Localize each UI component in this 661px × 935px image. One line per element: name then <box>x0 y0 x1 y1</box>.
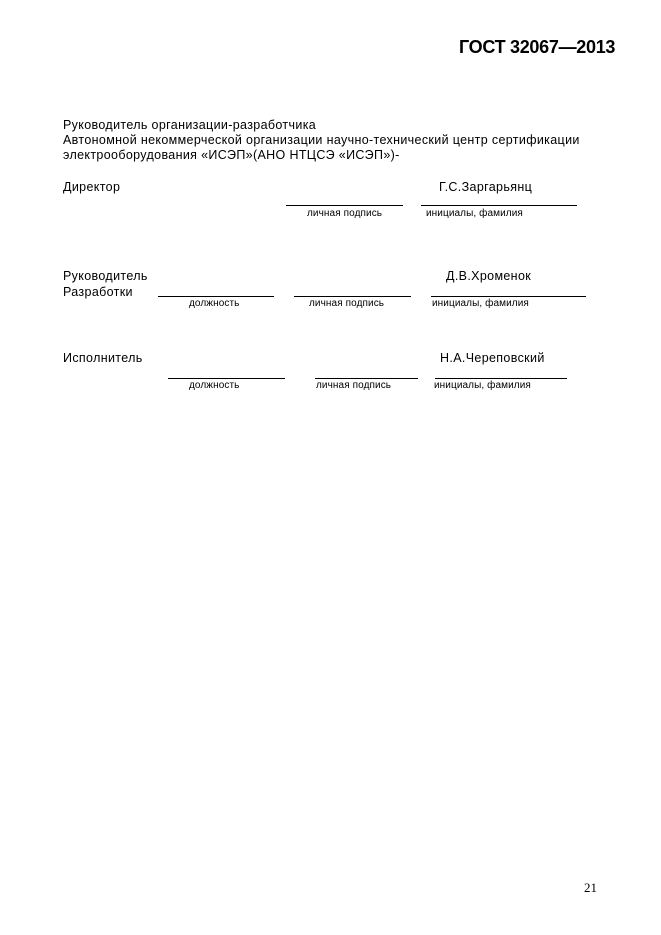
standard-number: ГОСТ 32067—2013 <box>459 37 616 57</box>
role-label: Директор <box>63 180 121 194</box>
role-label: Исполнитель <box>63 351 143 365</box>
name-line <box>435 378 567 379</box>
signature-line <box>315 378 418 379</box>
org-name-line1: Автономной некоммерческой организации научно-технический центр сертификации <box>63 133 580 147</box>
position-line <box>168 378 285 379</box>
org-name-line2: электрооборудования «ИСЭП»(АНО НТЦСЭ «ИСЭП»)- <box>63 148 400 162</box>
position-caption: должность <box>189 380 240 391</box>
role-label-line2: Разработки <box>63 285 133 299</box>
org-heading: Руководитель организации-разработчика <box>63 118 317 132</box>
position-caption: должность <box>189 298 240 309</box>
name-caption: инициалы, фамилия <box>432 298 529 309</box>
signer-name: Д.В.Хроменок <box>446 269 532 283</box>
signature-line <box>286 205 403 206</box>
signature-line <box>294 296 411 297</box>
signer-name: Н.А.Череповский <box>440 351 545 365</box>
page-number: 21 <box>584 880 597 895</box>
name-line <box>421 205 577 206</box>
signature-caption: личная подпись <box>309 298 385 309</box>
role-label-line1: Руководитель <box>63 269 148 283</box>
position-line <box>158 296 274 297</box>
name-caption: инициалы, фамилия <box>434 380 531 391</box>
name-caption: инициалы, фамилия <box>426 208 523 219</box>
signer-name: Г.С.Заргарьянц <box>439 180 533 194</box>
signature-caption: личная подпись <box>316 380 392 391</box>
name-line <box>431 296 586 297</box>
signature-caption: личная подпись <box>307 208 383 219</box>
